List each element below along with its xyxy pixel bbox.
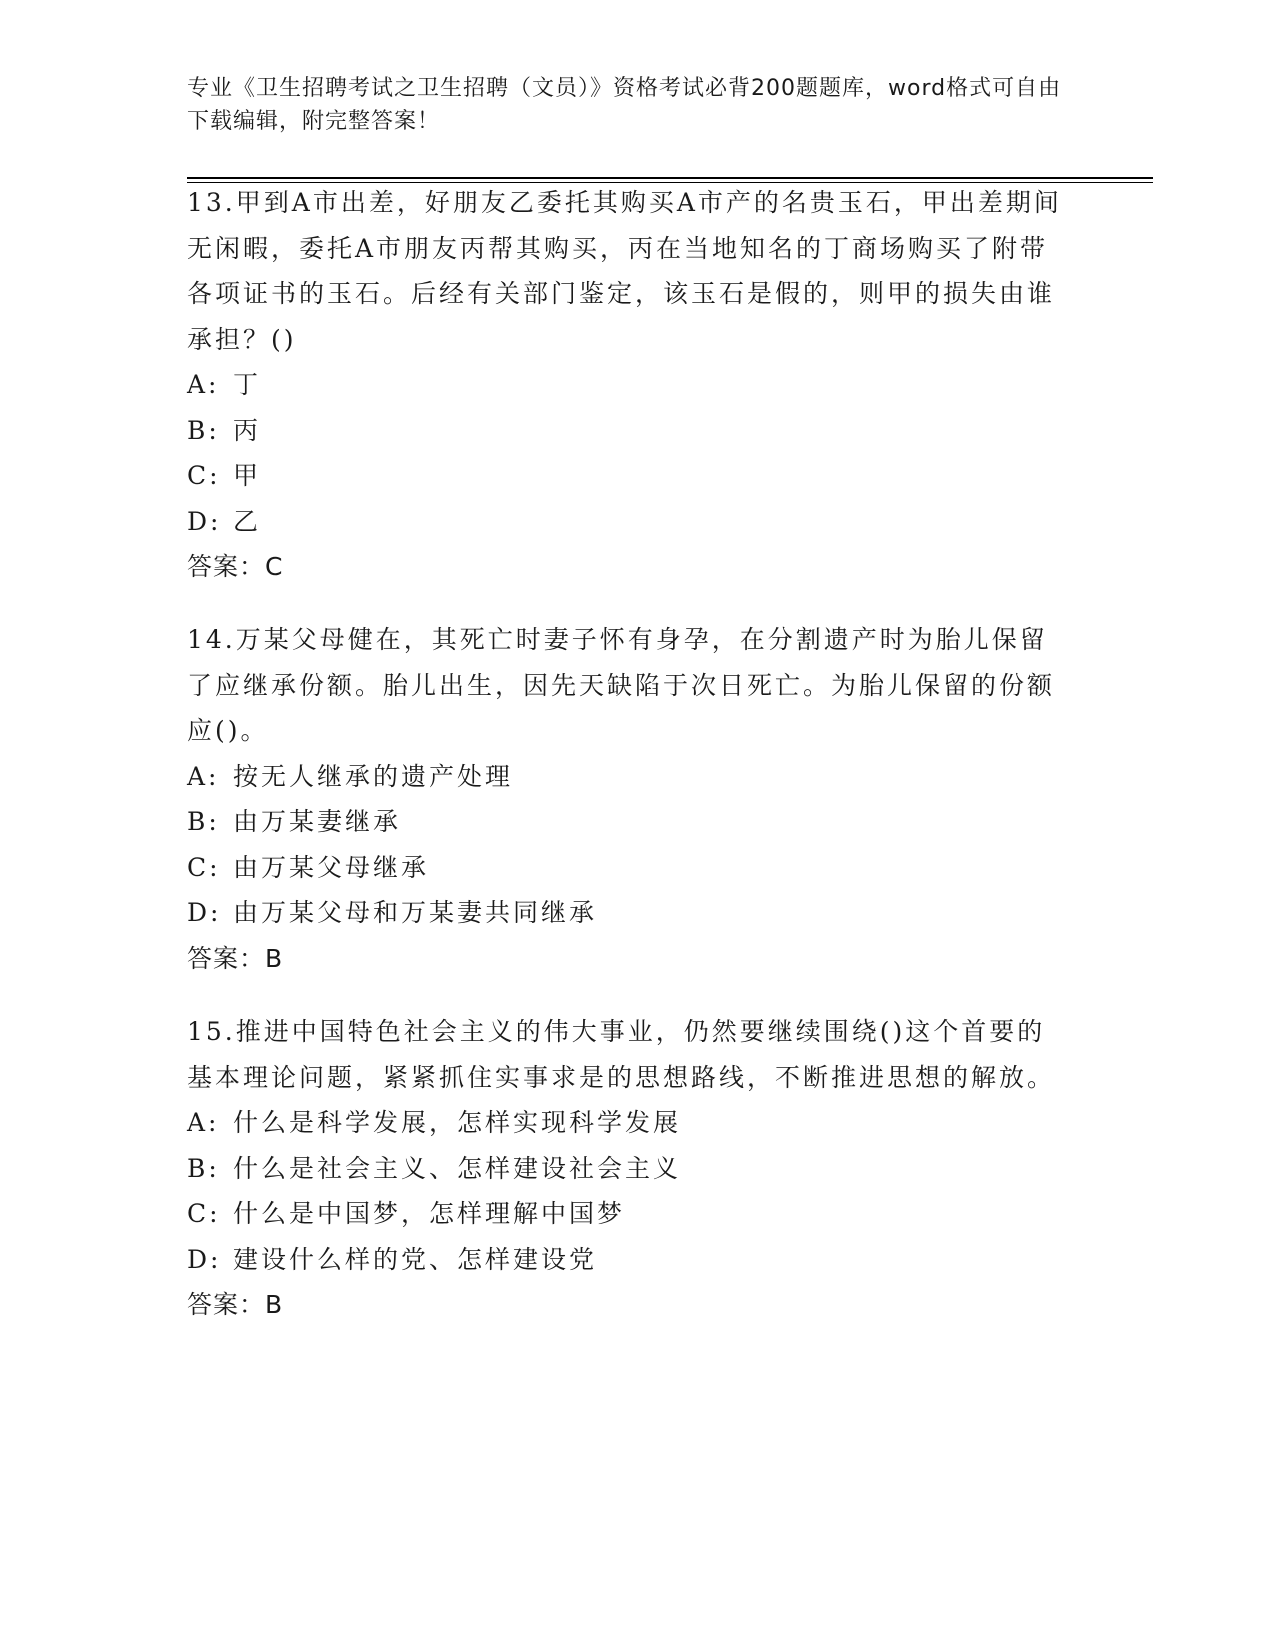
answer-label: 答案：C <box>187 552 284 581</box>
question-14 <box>187 617 1087 981</box>
question-stem: 13.甲到A市出差，好朋友乙委托其购买A市产的名贵玉石，甲出差期间无闲暇，委托A市朋友丙帮其购买，丙在当地知名的丁商场购买了附带各项证书的玉石。后经有关部门鉴定，该玉石是假的，则甲的损失由谁承担？() <box>187 188 1062 354</box>
option-a <box>187 362 1087 408</box>
document-intro: 专业《卫生招聘考试之卫生招聘（文员）》资格考试必背200题题库，word格式可自由下载编辑，附完整答案！ <box>187 76 1062 134</box>
option-b <box>187 408 1087 454</box>
option-c <box>187 845 1087 891</box>
option-letter: B: <box>187 807 220 836</box>
option-c <box>187 453 1087 499</box>
option-letter: B: <box>187 415 220 445</box>
option-d <box>187 1237 1087 1283</box>
option-a <box>187 754 1087 800</box>
option-text: 什么是社会主义、怎样建设社会主义 <box>233 1153 682 1183</box>
option-letter: D: <box>187 1244 222 1274</box>
option-text: 什么是中国梦，怎样理解中国梦 <box>233 1199 626 1228</box>
option-letter: B: <box>187 1153 220 1183</box>
option-text: 乙 <box>233 506 262 536</box>
option-text: 由万某父母继承 <box>233 852 430 882</box>
option-text: 甲 <box>233 461 262 490</box>
option-letter: C: <box>187 1199 221 1228</box>
option-letter: A: <box>187 370 220 399</box>
question-15 <box>187 1009 1087 1328</box>
question-stem: 15.推进中国特色社会主义的伟大事业，仍然要继续围绕()这个首要的基本理论问题，紧紧抓住实事求是的思想路线，不断推进思想的解放。 <box>187 1017 1056 1092</box>
answer-label: 答案：B <box>187 943 284 973</box>
option-letter: D: <box>187 506 222 536</box>
question-13 <box>187 180 1087 590</box>
option-letter: A: <box>187 1108 220 1137</box>
header-divider-thick <box>187 177 1153 179</box>
option-text: 什么是科学发展，怎样实现科学发展 <box>233 1108 682 1137</box>
option-b <box>187 799 1087 845</box>
option-letter: C: <box>187 852 221 882</box>
option-a <box>187 1100 1087 1146</box>
option-letter: C: <box>187 461 221 490</box>
option-letter: A: <box>187 761 220 791</box>
option-c <box>187 1191 1087 1237</box>
option-text: 由万某妻继承 <box>233 807 402 836</box>
option-b <box>187 1146 1087 1192</box>
option-text: 丙 <box>233 415 262 445</box>
option-text: 由万某父母和万某妻共同继承 <box>233 898 598 927</box>
option-d <box>187 499 1087 545</box>
option-letter: D: <box>187 898 222 927</box>
option-d <box>187 890 1087 936</box>
answer-label: 答案：B <box>187 1290 284 1319</box>
question-stem: 14.万某父母健在，其死亡时妻子怀有身孕，在分割遗产时为胎儿保留了应继承份额。胎儿出生，因先天缺陷于次日死亡。为胎儿保留的份额应()。 <box>187 625 1056 745</box>
option-text: 按无人继承的遗产处理 <box>233 761 514 791</box>
option-text: 建设什么样的党、怎样建设党 <box>233 1244 598 1274</box>
option-text: 丁 <box>233 370 262 399</box>
